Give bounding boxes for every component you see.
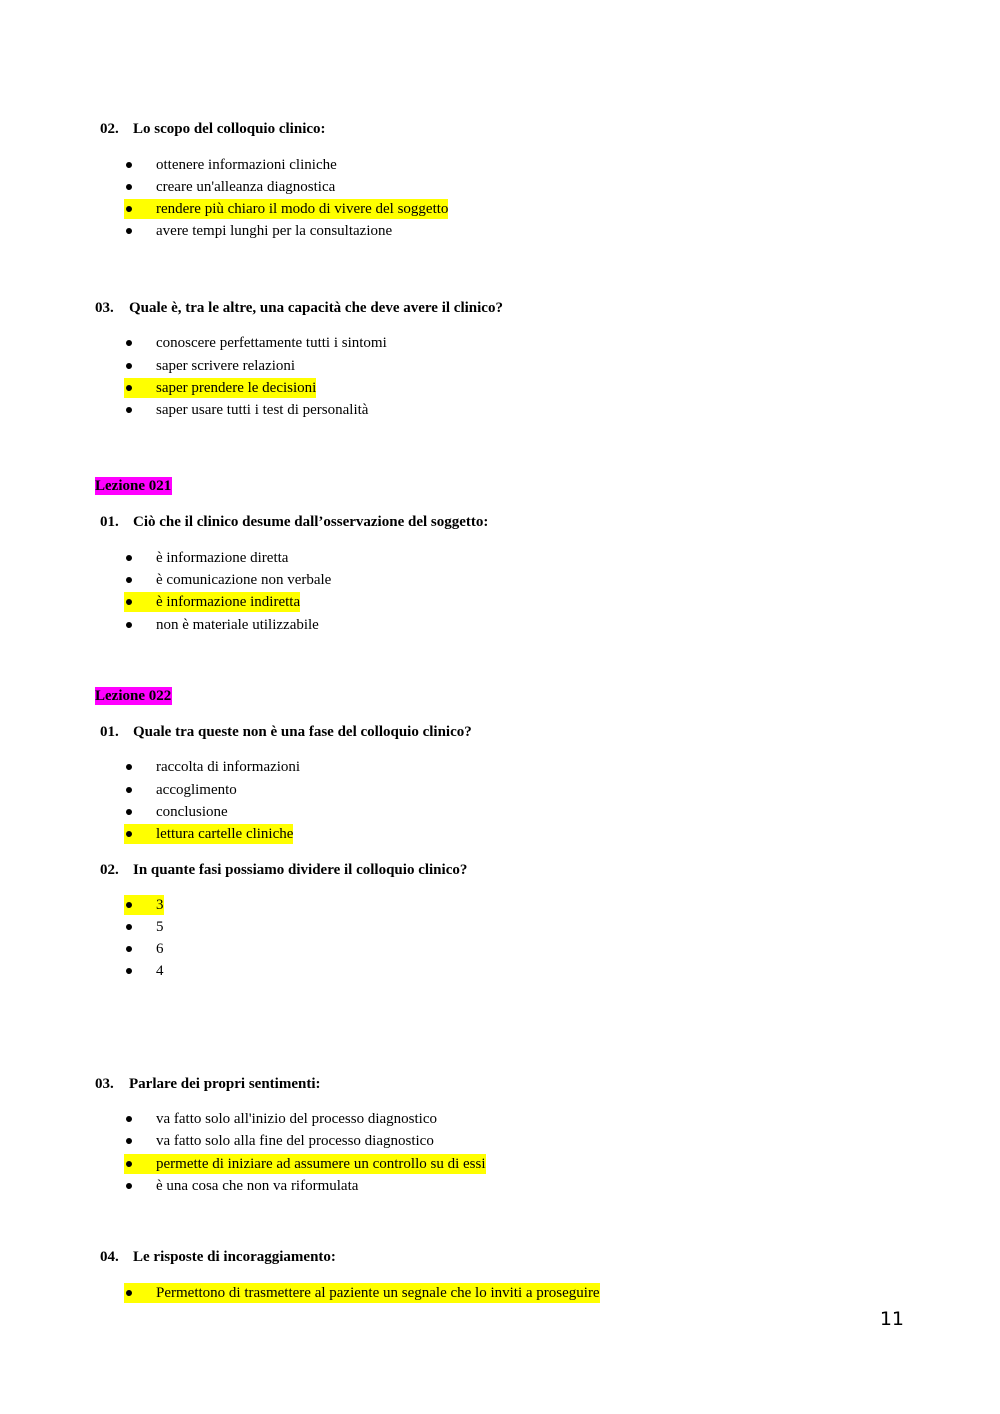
- bullet: [124, 1131, 152, 1151]
- answer-item: conclusione: [0, 802, 700, 822]
- answer-item: creare un'alleanza diagnostica: [0, 177, 700, 197]
- question-number: 02.: [100, 121, 119, 137]
- answer-item: è comunicazione non verbale: [0, 570, 700, 590]
- answer-item-correct: rendere più chiaro il modo di vivere del soggetto: [0, 199, 700, 219]
- answer-item: 6: [0, 939, 700, 959]
- bullet: [124, 221, 152, 241]
- question-text: Quale tra queste non è una fase del colloquio clinico?: [133, 724, 472, 740]
- question-heading: [100, 1248, 336, 1266]
- answer-item: 4: [0, 961, 700, 981]
- bullet: [124, 895, 156, 915]
- answer-item-correct: Permettono di trasmettere al paziente un segnale che lo inviti a proseguire: [0, 1283, 700, 1303]
- question-heading: [100, 723, 472, 741]
- answer-item-correct: permette di iniziare ad assumere un controllo su di essi: [0, 1154, 700, 1174]
- bullet: [124, 802, 152, 822]
- bullet: [124, 1154, 156, 1174]
- bullet: [124, 824, 156, 844]
- question-number: 02.: [100, 862, 119, 878]
- question-heading: [100, 861, 467, 879]
- bullet: [124, 592, 156, 612]
- bullet: [124, 155, 152, 175]
- bullet: [124, 1109, 152, 1129]
- bullet: [124, 356, 152, 376]
- answer-item: è una cosa che non va riformulata: [0, 1176, 700, 1196]
- answer-item: avere tempi lunghi per la consultazione: [0, 221, 700, 241]
- lesson-heading: Lezione 021: [95, 478, 172, 494]
- question-heading: [95, 1075, 321, 1093]
- answer-item: non è materiale utilizzabile: [0, 615, 700, 635]
- answer-item: accoglimento: [0, 780, 700, 800]
- question-number: 04.: [100, 1249, 119, 1265]
- bullet: [124, 757, 152, 777]
- bullet: [124, 780, 152, 800]
- answer-item: ottenere informazioni cliniche: [0, 155, 700, 175]
- question-heading: [95, 299, 503, 317]
- question-number: 03.: [95, 1076, 114, 1092]
- question-number: 01.: [100, 514, 119, 530]
- bullet: [124, 961, 152, 981]
- bullet: [124, 333, 152, 353]
- bullet: [124, 378, 156, 398]
- answer-item-correct: saper prendere le decisioni: [0, 378, 700, 398]
- bullet: [124, 917, 152, 937]
- bullet: [124, 548, 152, 568]
- question-heading: [100, 120, 326, 138]
- answer-item-correct: 3: [0, 895, 700, 915]
- answer-item: saper usare tutti i test di personalità: [0, 400, 700, 420]
- question-heading: [100, 513, 488, 531]
- bullet: [124, 1176, 152, 1196]
- question-text: Quale è, tra le altre, una capacità che deve avere il clinico?: [129, 300, 503, 316]
- question-text: Le risposte di incoraggiamento:: [133, 1249, 336, 1265]
- answer-item-correct: lettura cartelle cliniche: [0, 824, 700, 844]
- bullet: [124, 400, 152, 420]
- page-number: 11: [879, 1308, 904, 1330]
- question-text: Lo scopo del colloquio clinico:: [133, 121, 326, 137]
- answer-item: conoscere perfettamente tutti i sintomi: [0, 333, 700, 353]
- lesson-heading: Lezione 022: [95, 688, 172, 704]
- bullet: [124, 570, 152, 590]
- question-number: 01.: [100, 724, 119, 740]
- bullet: [124, 1283, 156, 1303]
- bullet: [124, 199, 156, 219]
- answer-item: saper scrivere relazioni: [0, 356, 700, 376]
- answer-item: va fatto solo all'inizio del processo diagnostico: [0, 1109, 700, 1129]
- question-text: Ciò che il clinico desume dall’osservazione del soggetto:: [133, 514, 489, 530]
- answer-item-correct: è informazione indiretta: [0, 592, 700, 612]
- answer-item: è informazione diretta: [0, 548, 700, 568]
- question-text: In quante fasi possiamo dividere il colloquio clinico?: [133, 862, 468, 878]
- answer-item: va fatto solo alla fine del processo diagnostico: [0, 1131, 700, 1151]
- answer-item: raccolta di informazioni: [0, 757, 700, 777]
- question-text: Parlare dei propri sentimenti:: [129, 1076, 321, 1092]
- question-number: 03.: [95, 300, 114, 316]
- bullet: [124, 939, 152, 959]
- bullet: [124, 177, 152, 197]
- bullet: [124, 615, 152, 635]
- answer-item: 5: [0, 917, 700, 937]
